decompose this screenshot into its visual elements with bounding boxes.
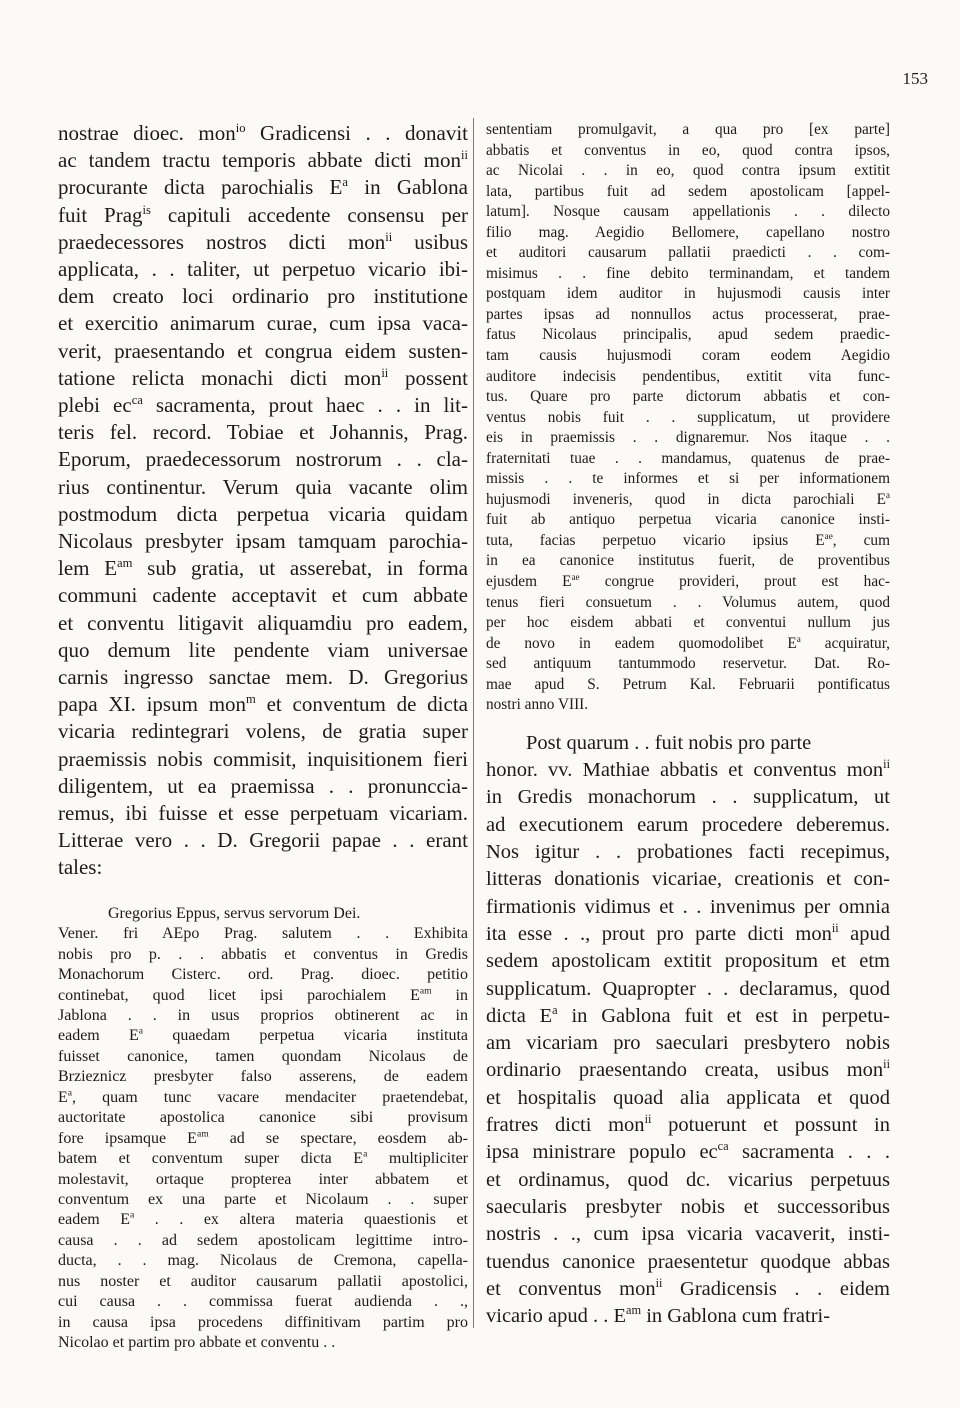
text-line: tatione relicta monachi dicti mon$^{ii}$ possent	[58, 365, 468, 390]
text-line: carnis ingresso sanctae mem. D. Gregorius	[58, 665, 468, 690]
text-line: et conventu litigavit aliquamdiu pro eadem,	[58, 610, 468, 635]
text-line: eadem $E^a$ quaedam perpetua vicaria instituta	[58, 1026, 469, 1045]
text-line: am vicariam pro saeculari presbytero nobis	[486, 1032, 890, 1055]
text-line: Nos igitur . . probationes facti recepimus,	[486, 841, 890, 864]
text-line: continebat, quod licet ipsi parochialem $E^{am}$ in	[58, 985, 468, 1004]
right-main-text	[486, 730, 890, 1331]
text-line: plebi $ec^{ca}$ sacramenta, prout haec . . in lit-	[58, 393, 468, 418]
text-line: $E^a$, quam tunc vacare mendaciter praetendebat,	[58, 1087, 468, 1106]
text-line: et exercitio animarum curae, cum ipsa vaca-	[58, 311, 468, 336]
text-line: litteras donationis vicariae, creationis et con-	[486, 868, 890, 891]
text-line: postquam idem auditor in hujusmodi causis inter	[486, 285, 890, 303]
text-line: causa . . ad sedem apostolicam legittime intro-	[58, 1231, 468, 1249]
text-line: sententiam promulgavit, a qua pro [ex parte]	[486, 121, 890, 138]
left-main-text	[58, 120, 468, 882]
text-line: mae apud S. Petrum Kal. Februarii pontificatus	[486, 675, 890, 693]
right-letter-text	[486, 120, 890, 716]
text-line: dem creato loci ordinario pro institutione	[58, 284, 468, 309]
text-line: et auditori causarum pallatii praedicti . . com-	[486, 244, 890, 262]
text-line: postmodum dicta perpetua vicaria quidam	[58, 501, 468, 526]
text-line: nostrae dioec. mon$^{io}$ Gradicensi . . donavit	[58, 121, 468, 145]
text-line: ad executionem earum procedere deberemus.	[486, 813, 890, 836]
text-line: tus. Quare pro parte dictorum abbatis et con-	[486, 388, 890, 406]
text-line: lem $E^{am}$ sub gratia, ut asserebat, in forma	[58, 556, 468, 581]
text-line: fuit ab antiquo perpetua vicaria canonice insti-	[486, 511, 890, 529]
text-line: Brzieznicz presbyter falso asserens, de eadem	[58, 1068, 468, 1086]
text-line: ordinario praesentando creata, usibus mon$^{ii}$	[486, 1057, 890, 1082]
text-line: per hoc eisdem abbati et conventui nullum jus	[486, 614, 890, 632]
text-line: et ordinamus, quod dc. vicarius perpetuus	[486, 1168, 890, 1191]
text-line: auditore indecisis pendentibus, extitit vita func-	[486, 367, 890, 385]
text-line: procurante dicta parochialis $E^a$ in Gablona	[58, 175, 468, 200]
text-line: diligentem, ut ea praemissa . . pronunccia-	[58, 773, 468, 798]
text-line: sedem apostolicam extitit propositum et etm	[486, 950, 890, 973]
text-line: de novo in eadem quomodolibet $E^a$ acquiratur,	[486, 633, 890, 652]
text-line: filio mag. Aegidio Bellomere, capellano nostro	[486, 223, 890, 241]
text-line: tuendus canonice praesentetur quodque abbas	[486, 1250, 890, 1273]
text-line: verit, praesentando et congrua eidem susten-	[58, 338, 468, 363]
text-line: et hospitalis quoad alia applicata et quod	[486, 1086, 890, 1109]
text-line: lata, partibus fuit ad sedem apostolicam [appel-	[486, 182, 890, 200]
text-line: Nicolao et partim pro abbate et conventu . .	[58, 1334, 336, 1352]
text-line: praemissis nobis commisit, inquisitionem fieri	[58, 746, 468, 771]
text-line: Post quarum . . fuit nobis pro parte	[526, 731, 812, 754]
text-line: conventum ex una parte et Nicolaum . . super	[58, 1191, 468, 1209]
text-line: fraternitati tuae . . mandamus, quatenus de prae-	[486, 449, 890, 467]
text-line: latum]. Nosque causam appellationis . . dilecto	[486, 203, 890, 221]
text-line: nobis pro p. . . abbatis et conventus in Gredis	[58, 945, 468, 963]
page-number: 153	[902, 69, 928, 88]
text-line: eadem $E^a$ . . ex altera materia quaestionis et	[58, 1210, 468, 1229]
text-line: ducta, . . mag. Nicolaus de Cremona, capella-	[58, 1252, 468, 1270]
text-line: Eporum, praedecessorum nostrorum . . cla-	[58, 447, 468, 472]
column-divider	[473, 118, 474, 1328]
text-line: auctoritate apostolica canonice sibi provisum	[58, 1109, 468, 1127]
text-line: nostri anno VIII.	[486, 696, 589, 714]
text-line: in Gredis monachorum . . supplicatum, ut	[486, 786, 890, 809]
text-line: Monachorum Cisterc. ord. Prag. dioec. petitio	[58, 966, 468, 984]
text-line: abbatis et conventus in eo, quod contra ipsos,	[486, 141, 890, 159]
text-line: nus noster et auditor causarum pallatii apostolici,	[58, 1272, 468, 1290]
text-line: in causa ipsa procedens diffinitivam partim pro	[58, 1313, 468, 1331]
text-line: Nicolaus presbyter ipsam tamquam parochia-	[58, 529, 468, 554]
text-line: sed antiquum tantummodo reservetur. Dat. Ro-	[486, 655, 890, 673]
text-line: papa XI. ipsum mon$^m$ et conventum de dicta	[58, 692, 468, 717]
text-line: eis in praemissis . . dignaremur. Nos itaque . .	[486, 429, 890, 447]
text-line: ventus nobis fuit . . supplicatum, ut providere	[486, 408, 890, 426]
text-line: fuit Prag$^{is}$ capituli accedente consensu per	[58, 202, 469, 227]
text-line: tenus fieri consuetum . . Volumus autem, quod	[486, 593, 890, 611]
text-line: remus, ibi fuisse et esse perpetuam vicariam.	[58, 801, 468, 826]
text-line: Jablona . . in usus proprios obtinerent ac in	[58, 1006, 468, 1024]
text-line: praedecessores nostros dicti mon$^{ii}$ usibus	[58, 229, 468, 254]
text-line: molestavit, ortaque propterea inter abbatem et	[58, 1170, 468, 1188]
text-line: applicata, . . taliter, ut perpetuo vicario ibi-	[58, 257, 468, 282]
text-line: ejusdem $E^{ae}$ congrue provideri, prout est hac-	[486, 571, 890, 591]
text-line: Vener. fri AEpo Prag. salutem . . Exhibita	[58, 925, 468, 943]
text-line: fratres dicti mon$^{ii}$ potuerunt et possunt in	[486, 1112, 890, 1137]
text-line: ita esse . ., prout pro parte dicti mon$^{ii}$ apud	[486, 921, 890, 945]
text-line: Gregorius Eppus, servus servorum Dei.	[108, 904, 361, 922]
text-line: batem et conventum super dicta $E^a$ multipliciter	[58, 1148, 468, 1168]
text-line: fore ipsamque $E^{am}$ ad se spectare, eosdem ab-	[58, 1128, 469, 1147]
text-line: misimus . . fine debito terminandam, et tandem	[486, 264, 890, 282]
text-line: ipsa ministrare populo $ec^{ca}$ sacramenta . . .	[486, 1139, 890, 1164]
text-line: communi cadente acceptavit et cum abbate	[58, 583, 468, 608]
text-line: tam causis hujusmodi coram eodem Aegidio	[486, 347, 890, 365]
text-line: tales:	[58, 855, 103, 880]
text-line: hujusmodi inveneris, quod in dicta parochiali $E^a$	[486, 489, 890, 508]
text-line: cui causa . . commissa fuerat audienda . .,	[58, 1293, 468, 1311]
text-line: ac Nicolai . . in eo, quod contra ipsum extitit	[486, 162, 890, 180]
text-line: vicario apud . . $E^{am}$ in Gablona cum fratri-	[486, 1303, 831, 1328]
left-column	[58, 120, 468, 1354]
text-line: teris fel. record. Tobiae et Johannis, Prag.	[58, 420, 468, 445]
text-line: honor. vv. Mathiae abbatis et conventus mon$^{ii}$	[486, 757, 890, 782]
text-line: in ea canonice institutus fuerit, de proventibus	[486, 552, 890, 570]
text-line: rius continentur. Verum quia vacante olim	[58, 474, 468, 499]
text-line: fatus Nicolaus principalis, apud sedem praedic-	[486, 326, 890, 344]
text-line: nostris . ., cum ipsa vicaria vacaverit, insti-	[486, 1223, 890, 1246]
right-column	[486, 120, 890, 1330]
text-line: firmationis vidimus et . . invenimus per omnia	[486, 895, 890, 918]
text-line: et conventus mon$^{ii}$ Gradicensis . . eidem	[486, 1275, 890, 1300]
text-line: Litterae vero . . D. Gregorii papae . . erant	[58, 828, 468, 853]
text-line: saecularis presbyter nobis et successoribus	[486, 1195, 890, 1218]
text-line: vicaria redintegrari volens, de gratia super	[58, 719, 468, 744]
text-line: missis . . te informes et si per informationem	[486, 470, 890, 488]
text-line: tuta, facias perpetuo vicario ipsius $E^{ae}$, cum	[486, 530, 890, 549]
text-line: fuisset canonice, tamen quondam Nicolaus de	[58, 1047, 468, 1065]
left-letter-text	[58, 904, 468, 1354]
text-line: partes ipsas ad nonnullos actus processerat, prae-	[486, 305, 890, 323]
text-line: dicta $E^a$ in Gablona fuit et est in perpetu-	[486, 1003, 890, 1027]
text-line: ac tandem tractu temporis abbate dicti mon$^{ii}$	[58, 148, 468, 173]
text-line: quo demum lite pendente viam universae	[58, 637, 468, 662]
text-line: supplicatum. Quapropter . . declaramus, quod	[486, 977, 890, 1000]
